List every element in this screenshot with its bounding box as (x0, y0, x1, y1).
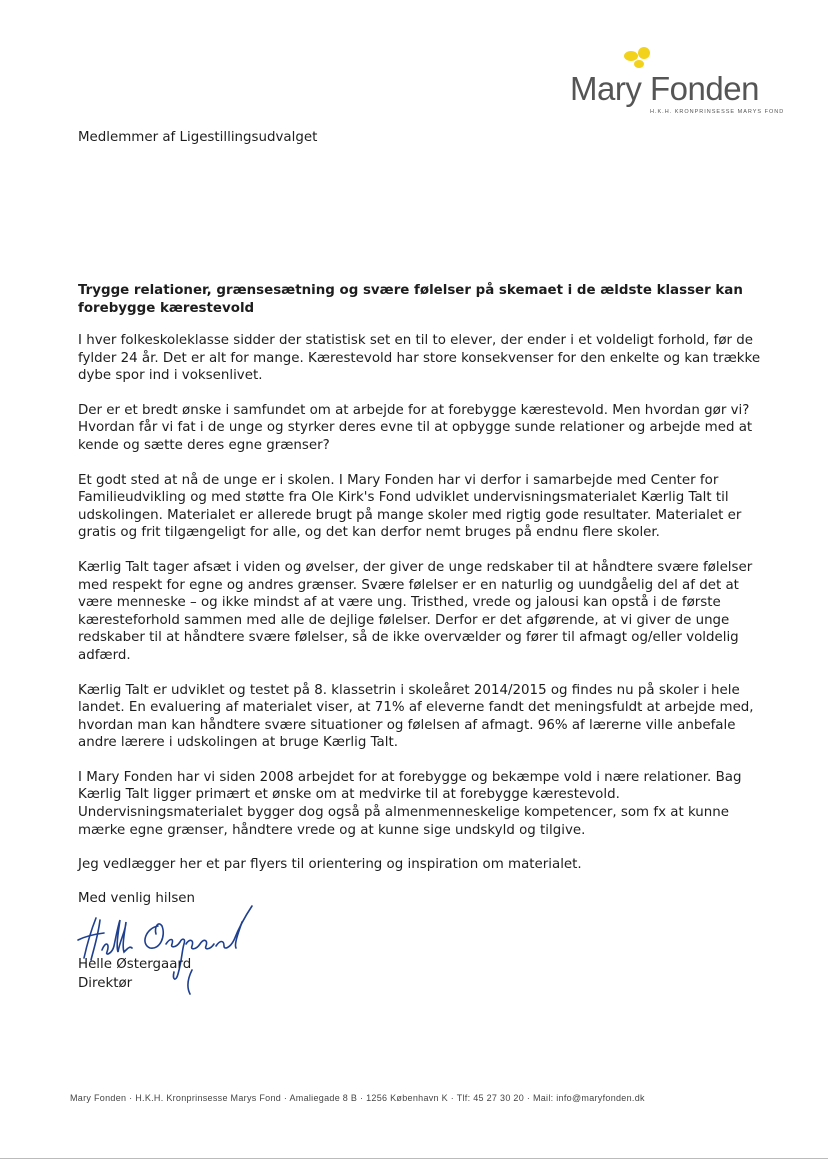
recipient-line: Medlemmer af Ligestillingsudvalget (78, 130, 318, 145)
signer-name: Helle Østergaard (78, 957, 192, 972)
letter-heading: Trygge relationer, grænsesætning og svære følelser på skemaet i de ældste klasser kan forebygge kærestevold (78, 283, 743, 316)
paragraph: I Mary Fonden har vi siden 2008 arbejdet for at forebygge og bekæmpe vold i nære relationer. Bag Kærlig Talt ligger primært et ønske om at medvirke til at forebygge kærestevold. Undervisningsmaterialet bygger dog også på almenmenneskelige kompetencer, som fx at kunne mærke egne grænser, håndtere vrede og at kunne sige undskyld og tilgive. (78, 769, 742, 838)
page-footer: Mary Fonden · H.K.H. Kronprinsesse Marys Fond · Amaliegade 8 B · 1256 København K · Tlf: 45 27 30 20 · Mail: info@maryfonden.dk (70, 1093, 645, 1103)
paragraph: Der er et bredt ønske i samfundet om at arbejde for at forebygge kærestevold. Men hvordan gør vi? Hvordan får vi fat i de unge og styrker deres evne til at opbygge sunde relationer og arbejde med at kende og sætte deres egne grænser? (78, 402, 753, 453)
paragraph: Jeg vedlægger her et par flyers til orientering og inspiration om materialet. (78, 857, 582, 873)
mary-fonden-logo (566, 44, 785, 124)
closing-greeting: Med venlig hilsen (78, 891, 196, 906)
paragraph: I hver folkeskoleklasse sidder der statistisk set en til to elever, der ender i et voldeligt forhold, før de fylder 24 år. Det er alt for mange. Kærestevold har store konsekvenser for den enkelte og kan trække dybe spor ind i voksenlivet. (78, 333, 761, 384)
paragraph: Et godt sted at nå de unge er i skolen. I Mary Fonden har vi derfor i samarbejde med Center for Familieudvikling og med støtte fra Ole Kirk's Fond udviklet undervisningsmaterialet Kærlig Talt til udskolingen. Materialet er allerede brugt på mange skoler med rigtig gode resultater. Materialet er gratis og frit tilgængeligt for alle, og det kan derfor nemt bruges på endnu flere skoler. (78, 472, 742, 541)
logo-subtitle: H.K.H. KRONPRINSESSE MARYS FOND (650, 109, 785, 115)
paragraph: Kærlig Talt er udviklet og testet på 8. klassetrin i skoleåret 2014/2015 og findes nu på skoler i hele landet. En evaluering af materialet viser, at 71% af eleverne fandt det meningsfuldt at arbejde med, hvordan man kan håndtere svære situationer og følelsen af afmagt. 96% af lærerne ville anbefale andre lærere i udskolingen at bruge Kærlig Talt. (78, 682, 754, 751)
letter-body (78, 332, 774, 891)
logo-name: Mary Fonden (570, 70, 759, 107)
paragraph: Kærlig Talt tager afsæt i viden og øvelser, der giver de unge redskaber til at håndtere svære følelser med respekt for egne og andres grænser. Svære følelser er en naturlig og uundgåelig del af det at være menneske – og ikke mindst af at være ung. Tristhed, vrede og jalousi kan opstå i de første kæresteforhold sammen med alle de dejlige følelser. Derfor er det afgørende, at vi giver de unge redskaber til at håndtere svære følelser, så de ikke overvælder og fører til afmagt og/eller voldelig adfærd. (78, 559, 753, 663)
signer-block (78, 955, 191, 993)
bottom-edge-line (0, 1158, 828, 1159)
signer-title: Direktør (78, 976, 133, 991)
